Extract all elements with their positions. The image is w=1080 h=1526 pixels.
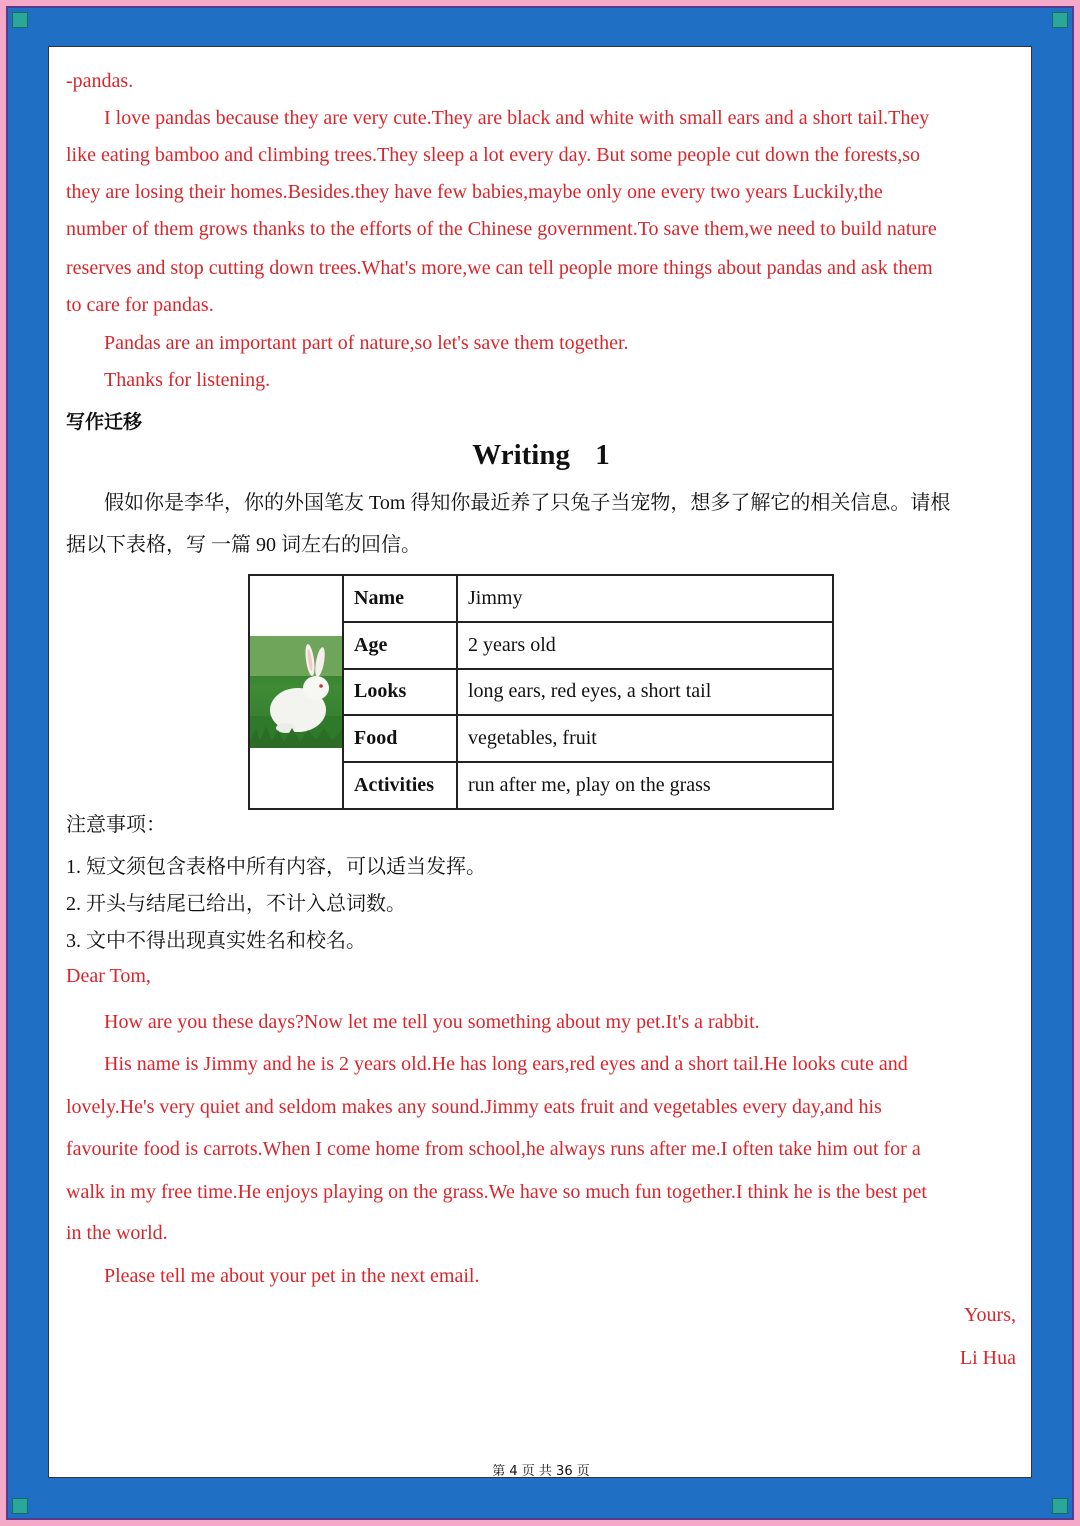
writing-title: Writing 1 (472, 439, 610, 471)
passage-line: like eating bamboo and climbing trees.They sleep a lot every day. But some people cut down the forests,so (66, 144, 921, 166)
letter-line: in the world. (66, 1222, 168, 1244)
corner-ornament (1052, 1498, 1068, 1514)
corner-ornament (12, 12, 28, 28)
table-key: Food (343, 715, 457, 762)
rabbit-photo (250, 636, 342, 748)
info-table (248, 574, 834, 810)
letter-line: Please tell me about your pet in the next email. (104, 1265, 480, 1287)
letter-line: favourite food is carrots.When I come home from school,he always runs after me.I often take him out for a (66, 1138, 921, 1160)
passage-line: I love pandas because they are very cute.They are black and white with small ears and a short tail.They (104, 107, 930, 129)
note-item: 3. 文中不得出现真实姓名和校名。 (66, 930, 366, 952)
rabbit-image-cell (249, 575, 343, 809)
passage-line: Thanks for listening. (104, 369, 271, 391)
corner-ornament (1052, 12, 1068, 28)
note-item: 2. 开头与结尾已给出，不计入总词数。 (66, 893, 406, 915)
letter-closing: Yours, (964, 1304, 1016, 1326)
rabbit-icon (250, 636, 342, 748)
passage-line: -pandas. (66, 70, 134, 92)
notes-heading: 注意事项： (66, 814, 166, 836)
passage-line: Pandas are an important part of nature,so let's save them together. (104, 332, 629, 354)
corner-ornament (12, 1498, 28, 1514)
table-value: Jimmy (457, 575, 833, 622)
letter-line: walk in my free time.He enjoys playing on the grass.We have so much fun together.I think he is the best pet (66, 1181, 927, 1203)
letter-line: lovely.He's very quiet and seldom makes any sound.Jimmy eats fruit and vegetables every day,and his (66, 1096, 882, 1118)
prompt-line: 假如你是李华，你的外国笔友 Tom 得知你最近养了只兔子当宠物，想多了解它的相关信息。请根 (104, 492, 951, 514)
letter-signature: Li Hua (959, 1347, 1016, 1369)
document-page (48, 46, 1032, 1478)
section-heading: 写作迁移 (66, 411, 143, 433)
passage-line: to care for pandas. (66, 294, 214, 316)
passage-line: they are losing their homes.Besides.they have few babies,maybe only one every two years Luckily,the (66, 181, 883, 203)
table-key: Name (343, 575, 457, 622)
letter-line: His name is Jimmy and he is 2 years old.He has long ears,red eyes and a short tail.He looks cute and (104, 1053, 908, 1075)
table-value: run after me, play on the grass (457, 762, 833, 809)
letter-greeting: Dear Tom, (66, 965, 151, 987)
page-number-footer: 第 4 页 共 36 页 (492, 1464, 590, 1479)
passage-line: reserves and stop cutting down trees.What's more,we can tell people more things about pandas and ask them (66, 257, 933, 279)
letter-line: How are you these days?Now let me tell you something about my pet.It's a rabbit. (104, 1011, 760, 1033)
table-key: Looks (343, 669, 457, 716)
table-value: long ears, red eyes, a short tail (457, 669, 833, 716)
table-value: vegetables, fruit (457, 715, 833, 762)
table-key: Activities (343, 762, 457, 809)
passage-line: number of them grows thanks to the efforts of the Chinese government.To save them,we need to build nature (66, 218, 937, 240)
note-item: 1. 短文须包含表格中所有内容，可以适当发挥。 (66, 856, 486, 878)
table-key: Age (343, 622, 457, 669)
prompt-line: 据以下表格，写 一篇 90 词左右的回信。 (66, 534, 421, 556)
table-value: 2 years old (457, 622, 833, 669)
